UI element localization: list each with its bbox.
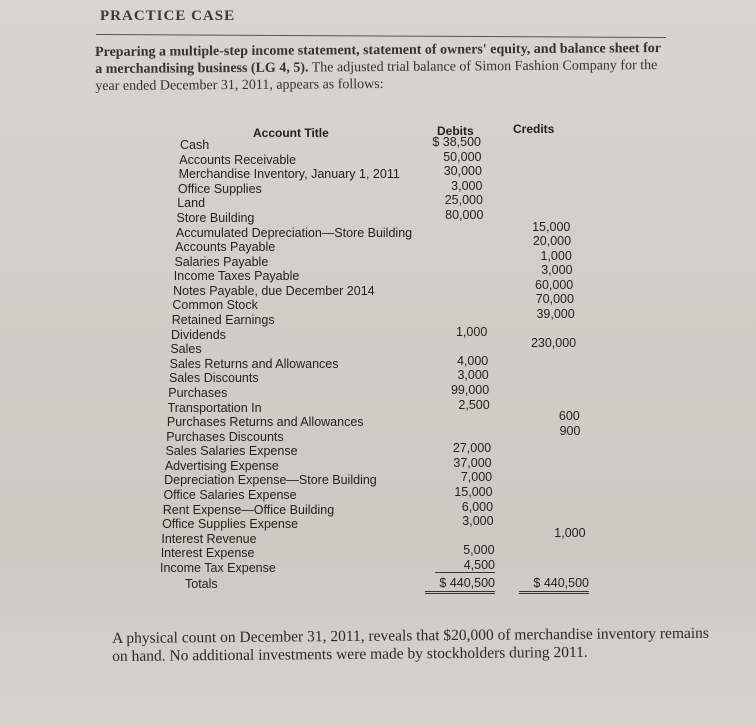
account-title: Income Tax Expense bbox=[160, 561, 276, 575]
debit-amount: 3,000 bbox=[457, 368, 489, 383]
problem-intro-text: The adjusted trial balance of Simon Fashion Company for the year ended December 31, 2011, appears as follows: bbox=[95, 58, 658, 94]
credit-amount: 3,000 bbox=[541, 263, 573, 278]
account-title: Accounts Payable bbox=[175, 240, 276, 255]
account-title: Accumulated Depreciation—Store Building bbox=[175, 225, 413, 240]
account-title: Store Building bbox=[176, 210, 255, 225]
debit-amount: 25,000 bbox=[444, 193, 483, 208]
account-title: Office Supplies bbox=[177, 181, 262, 196]
debit-amount: 50,000 bbox=[443, 149, 482, 164]
account-title: Retained Earnings bbox=[171, 313, 275, 328]
account-title: Transportation In bbox=[167, 400, 262, 415]
debit-amount: 3,000 bbox=[462, 514, 494, 529]
credit-amount: 15,000 bbox=[532, 219, 571, 234]
credit-amount: 1,000 bbox=[540, 248, 572, 263]
credit-amount: 230,000 bbox=[530, 336, 577, 351]
debit-amount: 6,000 bbox=[461, 499, 494, 514]
credit-amount: 1,000 bbox=[554, 525, 586, 540]
debit-amount: 37,000 bbox=[453, 455, 492, 470]
account-title: Salaries Payable bbox=[174, 254, 269, 269]
credit-amount: 900 bbox=[559, 423, 581, 438]
header-account-title: Account Title bbox=[253, 126, 329, 140]
totals-credit: $ 440,500 bbox=[519, 576, 589, 594]
account-title: Notes Payable, due December 2014 bbox=[173, 283, 375, 298]
problem-intro-bold: Preparing a multiple-step income statement, statement of owners' equity, and balance sheet for a merchandising business (LG 4, 5). bbox=[95, 41, 661, 77]
debit-amount: 30,000 bbox=[443, 164, 482, 179]
credit-amount: 60,000 bbox=[535, 277, 574, 292]
debit-amount: 4,500 bbox=[435, 558, 495, 573]
account-title: Sales Salaries Expense bbox=[165, 444, 298, 459]
account-title: Depreciation Expense—Store Building bbox=[164, 473, 377, 488]
debit-amount: 15,000 bbox=[454, 485, 493, 500]
debit-amount: 5,000 bbox=[463, 543, 495, 558]
debit-amount: 80,000 bbox=[445, 207, 484, 222]
account-title: Purchases Returns and Allowances bbox=[166, 415, 364, 430]
debit-amount: 7,000 bbox=[460, 470, 493, 485]
debit-amount: 4,000 bbox=[456, 353, 489, 368]
account-title: Sales bbox=[170, 342, 202, 357]
account-title: Income Taxes Payable bbox=[173, 269, 300, 284]
debit-amount: 3,000 bbox=[451, 178, 483, 193]
totals-label: Totals bbox=[185, 577, 218, 591]
account-title: Common Stock bbox=[172, 298, 258, 313]
footnote: A physical count on December 31, 2011, reveals that $20,000 of merchandise inventory remains on hand. No additional investments were made by stockholders during 2011. bbox=[112, 624, 710, 665]
credit-amount: 39,000 bbox=[536, 307, 575, 322]
section-heading: PRACTICE CASE bbox=[100, 8, 236, 24]
account-title: Rent Expense—Office Building bbox=[162, 502, 335, 517]
account-title: Accounts Receivable bbox=[179, 152, 297, 167]
account-title: Purchases bbox=[168, 385, 228, 400]
account-title: Office Salaries Expense bbox=[163, 488, 297, 503]
header-debits: Debits bbox=[437, 124, 474, 138]
account-title: Purchases Discounts bbox=[166, 429, 284, 444]
account-title: Cash bbox=[180, 138, 210, 152]
account-title: Interest Expense bbox=[160, 546, 255, 561]
account-title: Sales Discounts bbox=[168, 371, 259, 386]
totals-debit: $ 440,500 bbox=[425, 576, 495, 594]
account-title: Interest Revenue bbox=[161, 531, 257, 546]
account-title: Land bbox=[177, 196, 206, 211]
debit-amount: $ 38,500 bbox=[432, 135, 481, 149]
credit-amount: 600 bbox=[558, 409, 580, 424]
debit-amount: 99,000 bbox=[450, 382, 490, 397]
account-title: Advertising Expense bbox=[164, 458, 279, 473]
account-title: Merchandise Inventory, January 1, 2011 bbox=[178, 167, 400, 182]
account-title: Dividends bbox=[171, 327, 226, 342]
credit-amount: 70,000 bbox=[535, 292, 574, 307]
debit-amount: 27,000 bbox=[452, 441, 492, 456]
debit-amount: 2,500 bbox=[458, 397, 490, 412]
credit-amount: 20,000 bbox=[532, 234, 572, 249]
header-credits: Credits bbox=[513, 122, 555, 136]
debit-amount: 1,000 bbox=[455, 324, 488, 339]
account-title: Sales Returns and Allowances bbox=[169, 356, 339, 371]
account-title: Office Supplies Expense bbox=[162, 517, 299, 532]
